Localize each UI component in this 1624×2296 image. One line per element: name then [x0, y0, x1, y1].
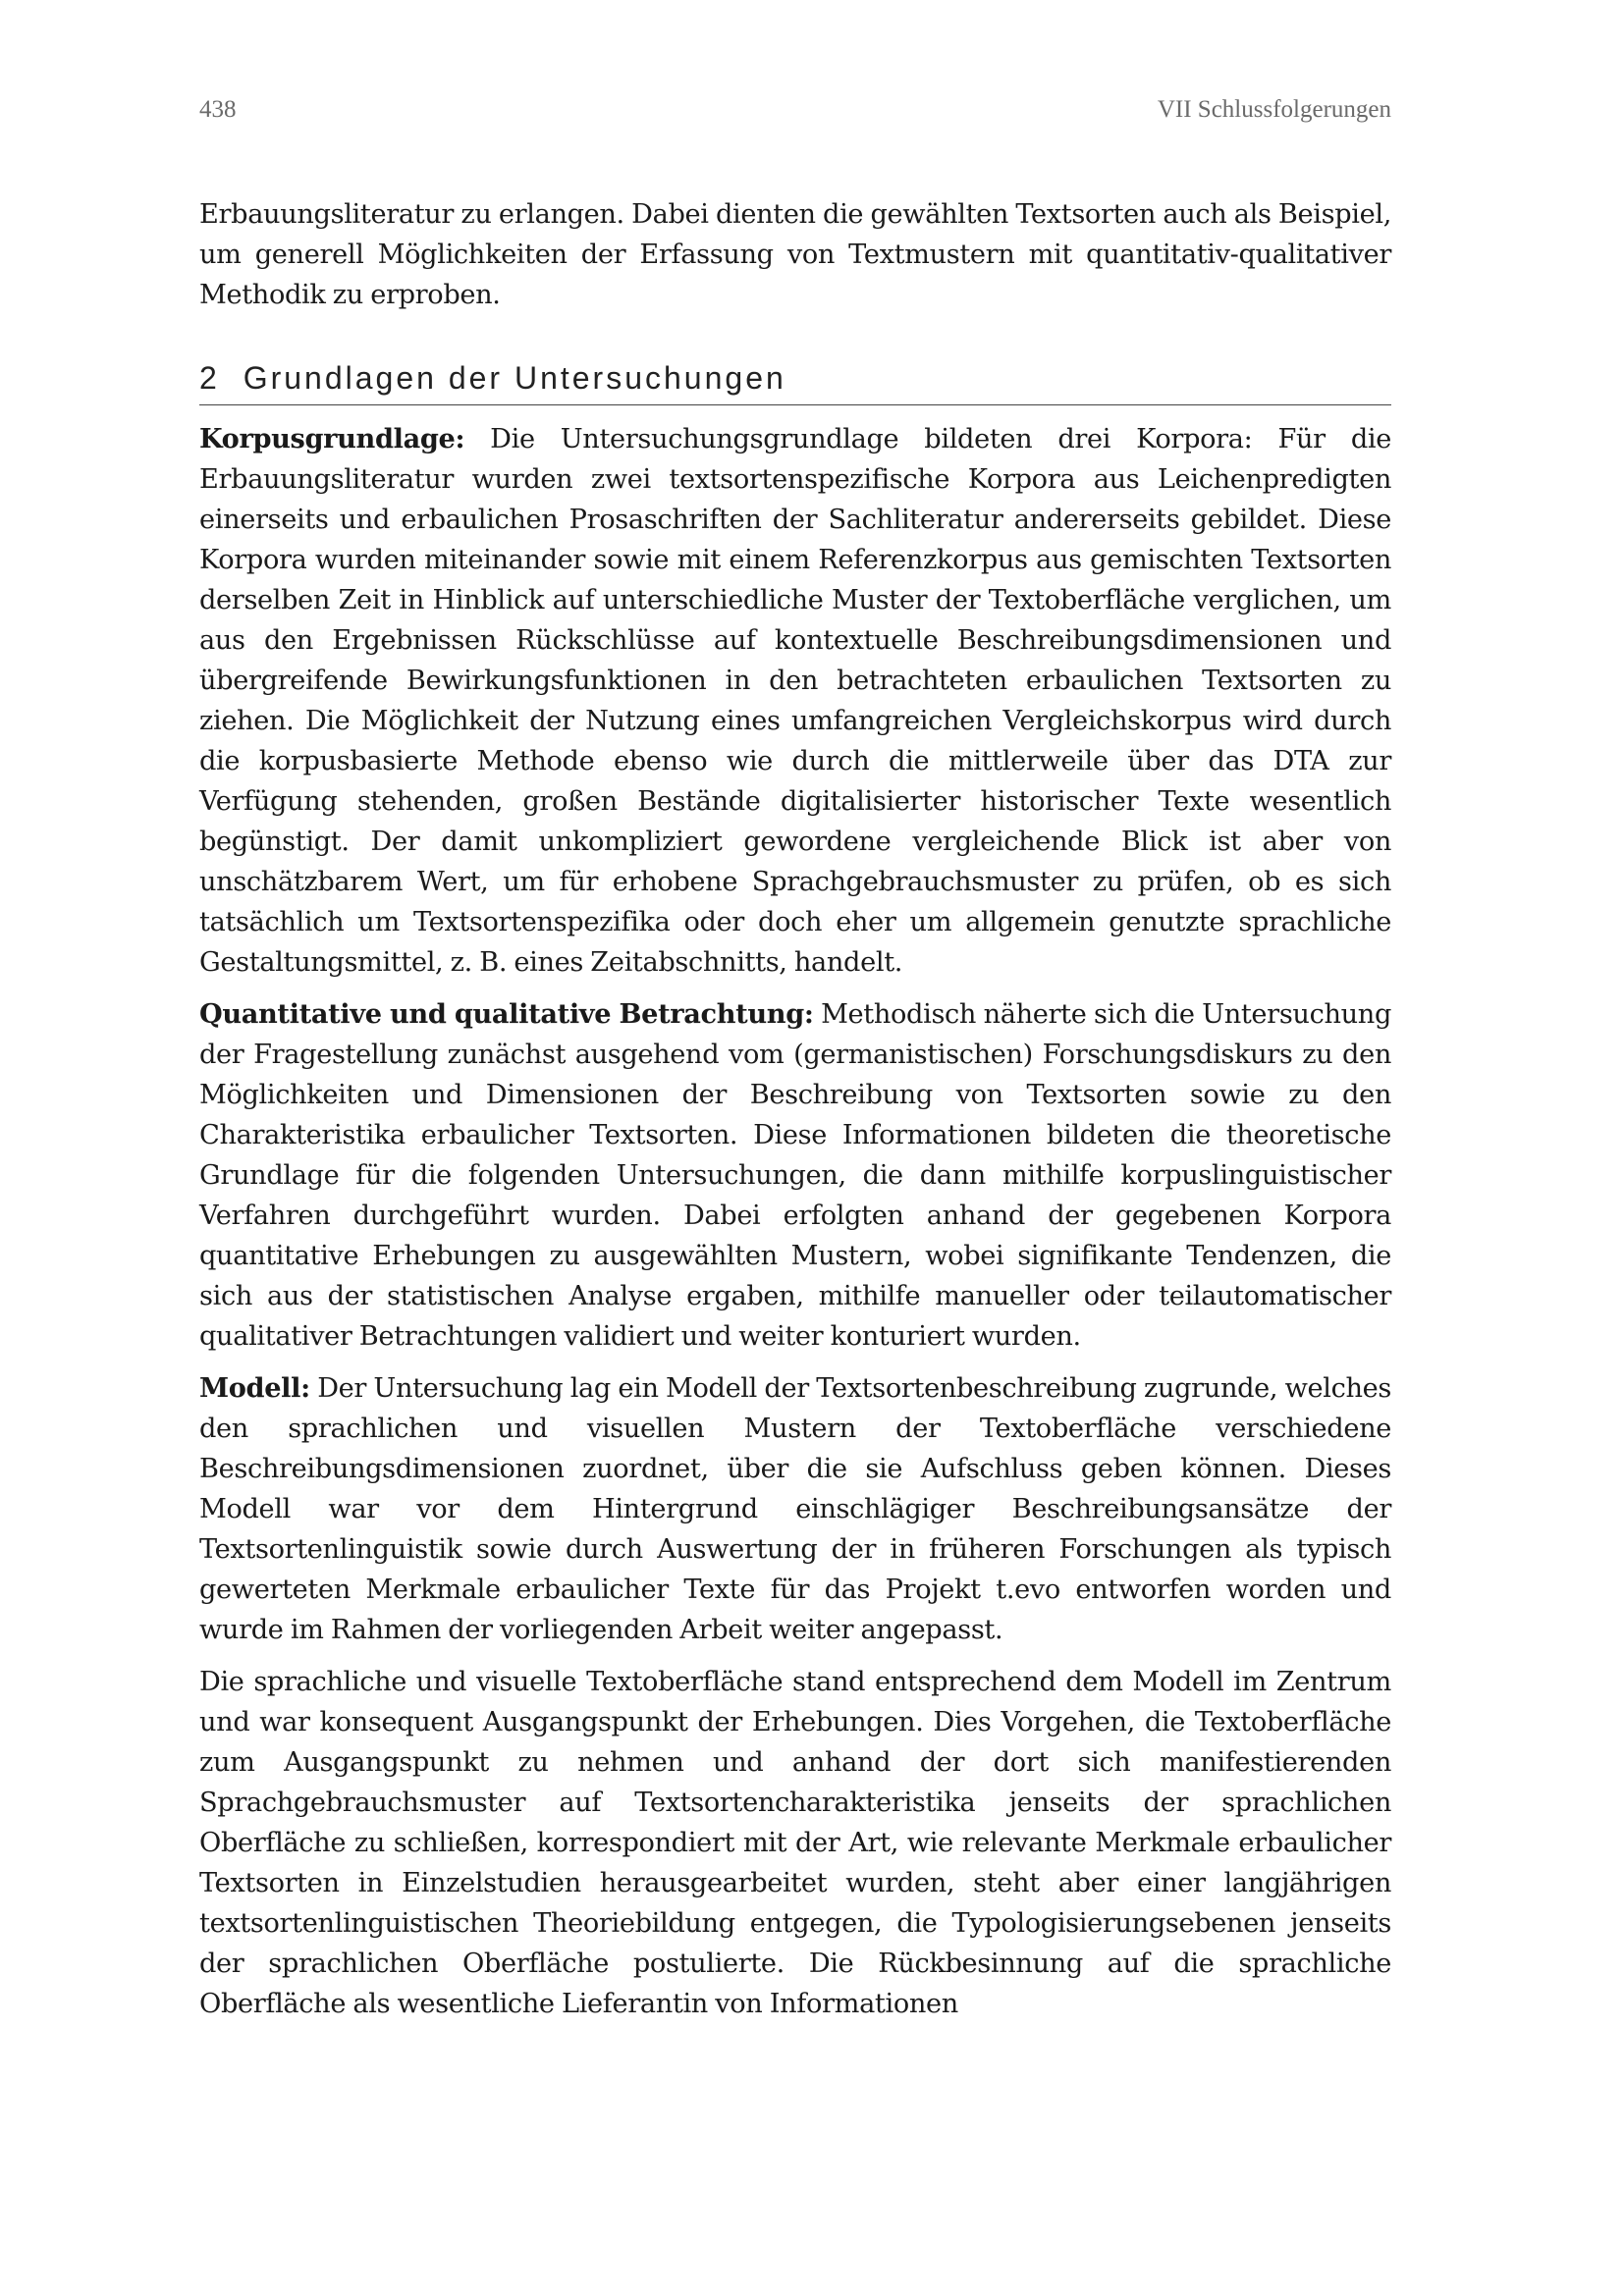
page-number: 438: [199, 96, 237, 123]
section-title: Grundlagen der Untersuchungen: [243, 360, 786, 396]
paragraph-modell: [199, 1368, 1391, 1650]
paragraph-textoberflaeche: [199, 1662, 1391, 2024]
paragraph-lead: Korpusgrundlage:: [199, 423, 465, 454]
intro-paragraph: Erbauungsliteratur zu erlangen. Dabei dienten die gewählten Textsorten auch als Beispiel, um generell Möglichkeiten der Erfassung von Textmustern mit quantitativ-qualitativer Methodik zu erproben.: [199, 199, 1391, 310]
paragraph-lead: Modell:: [199, 1372, 310, 1404]
page-body: [199, 194, 1391, 2036]
paragraph-lead: Quantitative und qualitative Betrachtung:: [199, 998, 814, 1030]
paragraph-korpusgrundlage: [199, 419, 1391, 983]
paragraph-text: Der Untersuchung lag ein Modell der Textsortenbeschreibung zugrunde, welches den sprachlichen und visuellen Mustern der Textoberfläche verschiedene Beschreibungsdimensionen zuordnet, über die sie Aufschluss geben können. Dieses Modell war vor dem Hintergrund einschlägiger Beschreibungsansätze der Textsortenlinguistik sowie durch Auswertung der in früheren Forschungen als typisch gewerteten Merkmale erbaulicher Texte für das Projekt t.evo entworfen worden und wurde im Rahmen der vorliegenden Arbeit weiter angepasst.: [199, 1373, 1391, 1645]
running-head: [199, 96, 1391, 124]
paragraph-text: Methodisch näherte sich die Untersuchung der Fragestellung zunächst ausgehend vom (germanistischen) Forschungsdiskurs zu den Möglichkeiten und Dimensionen der Beschreibung von Textsorten sowie zu den Charakteristika erbaulicher Textsorten. Diese Informationen bildeten die theoretische Grundlage für die folgenden Untersuchungen, die dann mithilfe korpuslinguistischer Verfahren durchgeführt wurden. Dabei erfolgten anhand der gegebenen Korpora quantitative Erhebungen zu ausgewählten Mustern, wobei signifikante Tendenzen, die sich aus der statistischen Analyse ergaben, mithilfe manueller oder teilautomatischer qualitativer Betrachtungen validiert und weiter konturiert wurden.: [199, 999, 1391, 1352]
paragraph-text: Die Untersuchungsgrundlage bildeten drei Korpora: Für die Erbauungsliteratur wurden zwei textsortenspezifische Korpora aus Leichenpredigten einerseits und erbaulichen Prosaschriften der Sachliteratur andererseits gebildet. Diese Korpora wurden miteinander sowie mit einem Referenzkorpus aus gemischten Textsorten derselben Zeit in Hinblick auf unterschiedliche Muster der Textoberfläche verglichen, um aus den Ergebnissen Rückschlüsse auf kontextuelle Beschreibungsdimensionen und übergreifende Bewirkungsfunktionen in den betrachteten erbaulichen Textsorten zu ziehen. Die Möglichkeit der Nutzung eines umfangreichen Vergleichskorpus wird durch die korpusbasierte Methode ebenso wie durch die mittlerweile über das DTA zur Verfügung stehenden, großen Bestände digitalisierter historischer Texte wesentlich begünstigt. Der damit unkompliziert gewordene vergleichende Blick ist aber von unschätzbarem Wert, um für erhobene Sprachgebrauchsmuster zu prüfen, ob es sich tatsächlich um Textsortenspezifika oder doch eher um allgemein genutzte sprachliche Gestaltungsmittel, z. B. eines Zeitabschnitts, handelt.: [199, 424, 1391, 978]
chapter-title: VII Schlussfolgerungen: [1157, 96, 1391, 123]
section-number: 2: [199, 360, 220, 396]
section-heading: [199, 360, 1391, 405]
paragraph-text: Die sprachliche und visuelle Textoberfläche stand entsprechend dem Modell im Zentrum und war konsequent Ausgangspunkt der Erhebungen. Dies Vorgehen, die Textoberfläche zum Ausgangspunkt zu nehmen und anhand der dort sich manifestierenden Sprachgebrauchsmuster auf Textsortencharakteristika jenseits der sprachlichen Oberfläche zu schließen, korrespondiert mit der Art, wie relevante Merkmale erbaulicher Textsorten in Einzelstudien herausgearbeitet wurden, steht aber einer langjährigen textsortenlinguistischen Theoriebildung entgegen, die Typologisierungsebenen jenseits der sprachlichen Oberfläche postulierte. Die Rückbesinnung auf die sprachliche Oberfläche als wesentliche Lieferantin von Informationen: [199, 1667, 1391, 2019]
paragraph-betrachtung: [199, 994, 1391, 1357]
